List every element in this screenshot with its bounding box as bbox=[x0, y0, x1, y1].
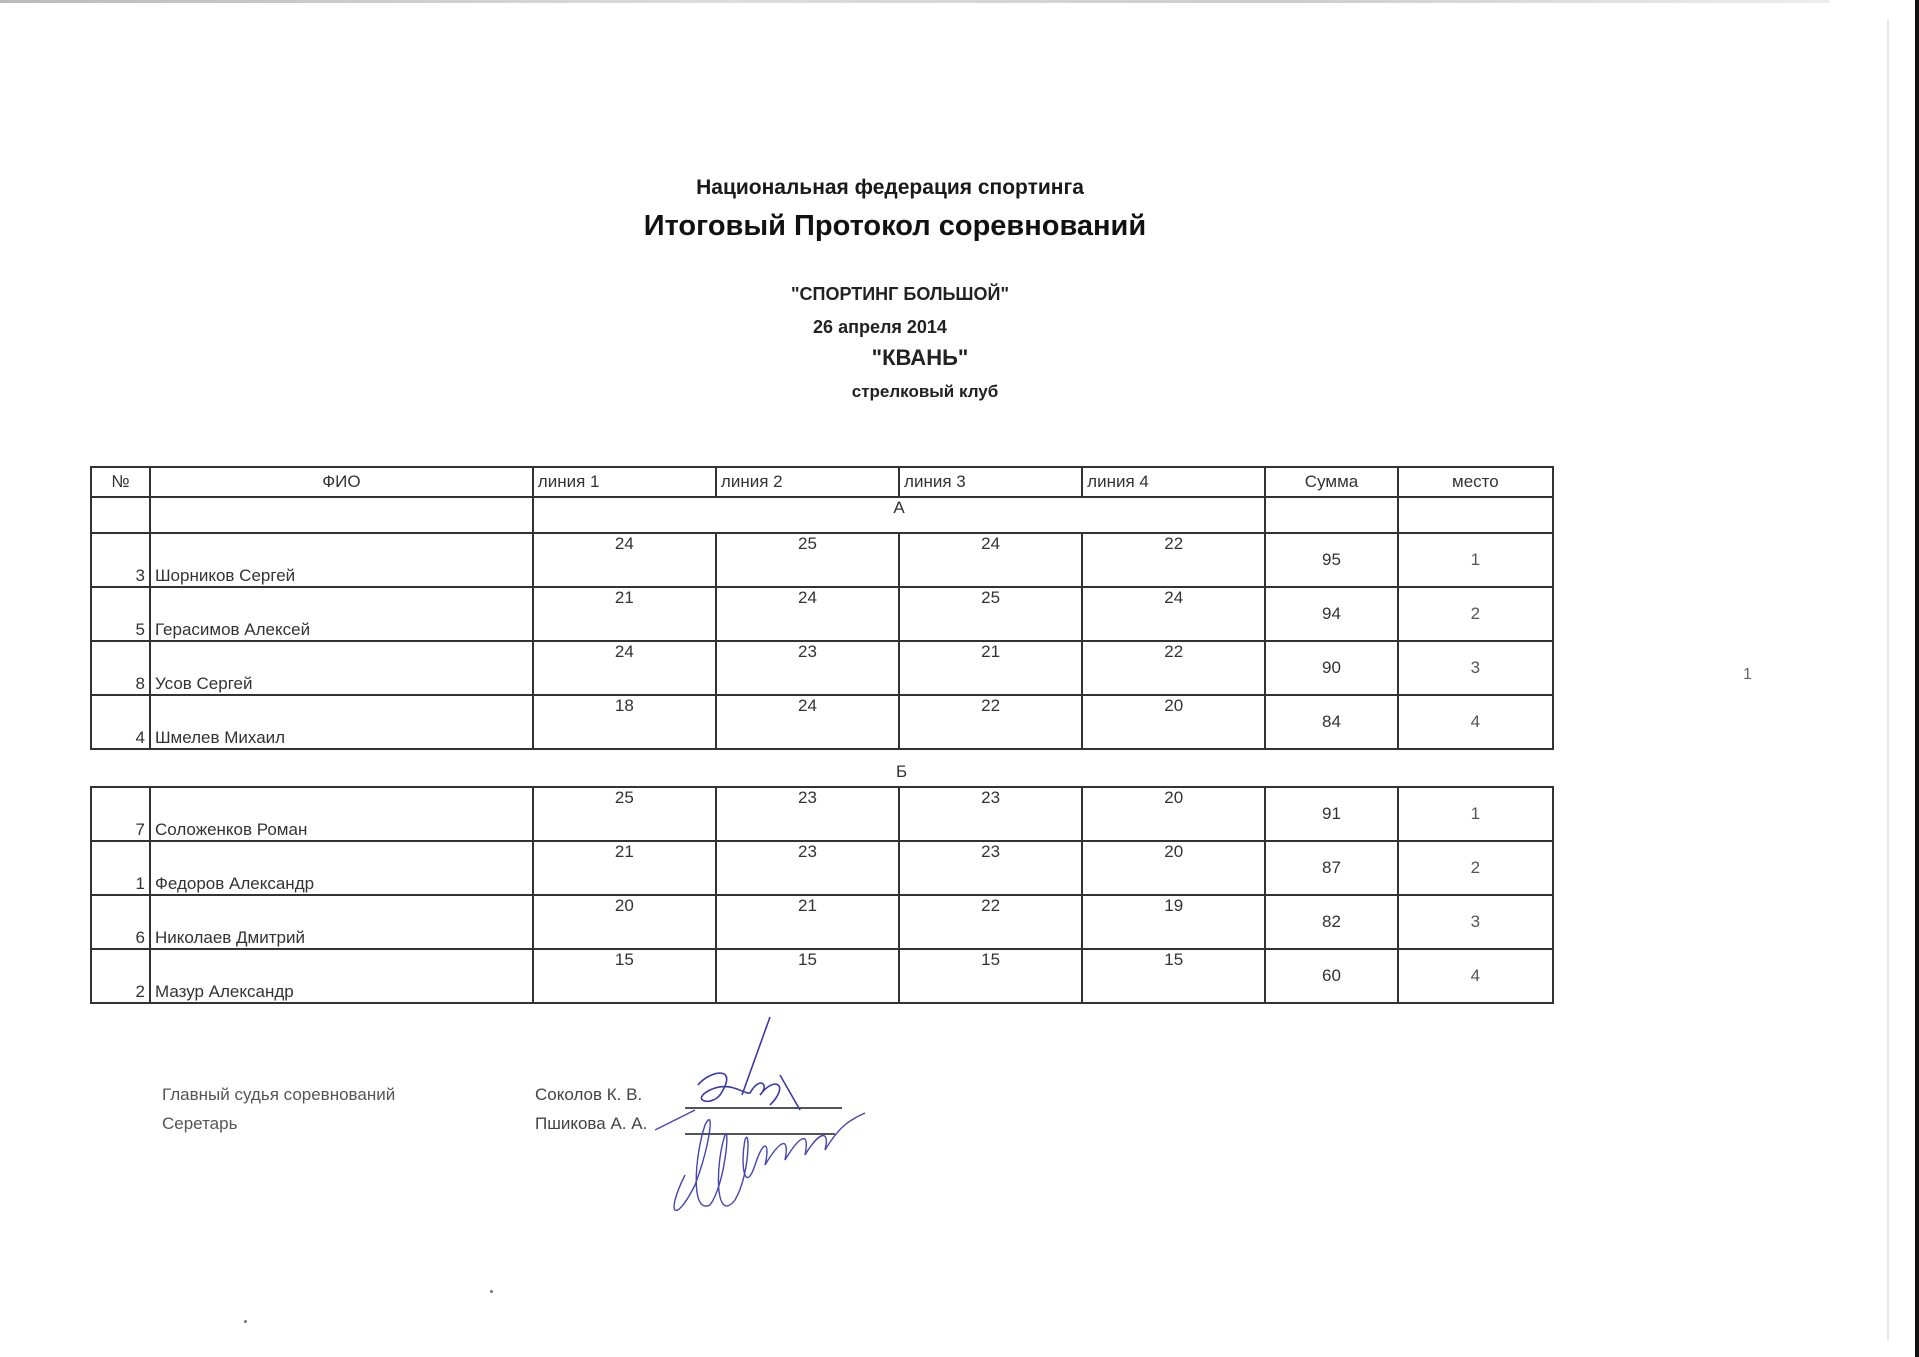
cell-line-2: 15 bbox=[716, 949, 899, 1003]
federation-name: Национальная федерация спортинга bbox=[696, 176, 1084, 199]
cell-sum: 60 bbox=[1265, 949, 1397, 1003]
cell-no: 5 bbox=[91, 587, 150, 641]
cell-name: Мазур Александр bbox=[150, 949, 533, 1003]
cell-line-3: 24 bbox=[899, 533, 1082, 587]
margin-page-number: 1 bbox=[1743, 666, 1752, 683]
cell-place: 3 bbox=[1398, 641, 1553, 695]
table-row bbox=[91, 949, 1553, 1003]
cell-line-2: 24 bbox=[716, 695, 899, 749]
results-table-group-b bbox=[90, 786, 1554, 1004]
signature-stroke-2 bbox=[655, 1110, 865, 1210]
secretary-label: Серетарь bbox=[162, 1114, 238, 1133]
cell-name: Соложенков Роман bbox=[150, 787, 533, 841]
table-row bbox=[91, 841, 1553, 895]
group-row-a bbox=[91, 497, 1553, 533]
chief-judge-label: Главный судья соревнований bbox=[162, 1085, 396, 1104]
cell-line-3: 15 bbox=[899, 949, 1082, 1003]
document-title: Итоговый Протокол соревнований bbox=[643, 210, 1147, 242]
cell-line-1: 25 bbox=[533, 787, 716, 841]
event-name: "СПОРТИНГ БОЛЬШОЙ" bbox=[791, 284, 1009, 304]
cell-line-4: 19 bbox=[1082, 895, 1265, 949]
secretary-name: Пшикова А. А. bbox=[535, 1114, 648, 1133]
cell-no: 2 bbox=[91, 949, 150, 1003]
cell-line-2: 23 bbox=[716, 787, 899, 841]
cell-no: 1 bbox=[91, 841, 150, 895]
cell-line-1: 24 bbox=[533, 641, 716, 695]
cell-no: 4 bbox=[91, 695, 150, 749]
cell-place: 4 bbox=[1398, 949, 1553, 1003]
cell-line-1: 24 bbox=[533, 533, 716, 587]
cell-sum: 82 bbox=[1265, 895, 1397, 949]
table-row bbox=[91, 787, 1553, 841]
cell-line-1: 21 bbox=[533, 841, 716, 895]
cell-line-4: 24 bbox=[1082, 587, 1265, 641]
table-row bbox=[91, 641, 1553, 695]
cell-name: Шорников Сергей bbox=[150, 533, 533, 587]
header-line-2: линия 2 bbox=[716, 467, 899, 497]
cell-no: 3 bbox=[91, 533, 150, 587]
cell-no: 6 bbox=[91, 895, 150, 949]
group-empty-no bbox=[91, 497, 150, 533]
cell-name: Шмелев Михаил bbox=[150, 695, 533, 749]
results-table-group-a bbox=[90, 466, 1554, 750]
scan-edge-top bbox=[0, 0, 1830, 3]
venue-name: "КВАНЬ" bbox=[871, 345, 969, 370]
cell-line-2: 25 bbox=[716, 533, 899, 587]
group-empty-sum bbox=[1265, 497, 1397, 533]
cell-line-2: 24 bbox=[716, 587, 899, 641]
cell-sum: 94 bbox=[1265, 587, 1397, 641]
cell-sum: 87 bbox=[1265, 841, 1397, 895]
cell-line-1: 21 bbox=[533, 587, 716, 641]
cell-line-1: 20 bbox=[533, 895, 716, 949]
event-date: 26 апреля 2014 bbox=[813, 317, 947, 337]
cell-no: 8 bbox=[91, 641, 150, 695]
chief-judge-name: Соколов К. В. bbox=[535, 1085, 643, 1104]
scan-edge-faint bbox=[1887, 20, 1889, 1340]
table-header-row bbox=[91, 467, 1553, 497]
cell-sum: 90 bbox=[1265, 641, 1397, 695]
cell-line-4: 15 bbox=[1082, 949, 1265, 1003]
cell-line-3: 22 bbox=[899, 895, 1082, 949]
cell-line-4: 20 bbox=[1082, 841, 1265, 895]
cell-name: Герасимов Алексей bbox=[150, 587, 533, 641]
cell-name: Усов Сергей bbox=[150, 641, 533, 695]
cell-place: 2 bbox=[1398, 587, 1553, 641]
cell-line-4: 20 bbox=[1082, 787, 1265, 841]
group-label-b: Б bbox=[896, 762, 908, 781]
cell-sum: 91 bbox=[1265, 787, 1397, 841]
cell-line-3: 21 bbox=[899, 641, 1082, 695]
cell-line-3: 23 bbox=[899, 787, 1082, 841]
cell-line-2: 23 bbox=[716, 841, 899, 895]
table-row bbox=[91, 533, 1553, 587]
cell-line-1: 18 bbox=[533, 695, 716, 749]
cell-no: 7 bbox=[91, 787, 150, 841]
header-place: место bbox=[1398, 467, 1553, 497]
table-row bbox=[91, 695, 1553, 749]
group-empty-place bbox=[1398, 497, 1553, 533]
cell-place: 1 bbox=[1398, 533, 1553, 587]
cell-line-1: 15 bbox=[533, 949, 716, 1003]
cell-line-2: 21 bbox=[716, 895, 899, 949]
table-row bbox=[91, 587, 1553, 641]
group-empty-name bbox=[150, 497, 533, 533]
scan-edge-right bbox=[1915, 0, 1919, 1357]
cell-line-4: 22 bbox=[1082, 641, 1265, 695]
header-line-1: линия 1 bbox=[533, 467, 716, 497]
table-row bbox=[91, 895, 1553, 949]
cell-name: Николаев Дмитрий bbox=[150, 895, 533, 949]
cell-place: 1 bbox=[1398, 787, 1553, 841]
cell-place: 2 bbox=[1398, 841, 1553, 895]
cell-line-3: 22 bbox=[899, 695, 1082, 749]
cell-sum: 84 bbox=[1265, 695, 1397, 749]
cell-line-4: 20 bbox=[1082, 695, 1265, 749]
header-sum: Сумма bbox=[1265, 467, 1397, 497]
cell-name: Федоров Александр bbox=[150, 841, 533, 895]
cell-line-3: 23 bbox=[899, 841, 1082, 895]
group-label-a: А bbox=[533, 497, 1266, 533]
header-line-3: линия 3 bbox=[899, 467, 1082, 497]
venue-type: стрелковый клуб bbox=[851, 382, 999, 401]
cell-line-2: 23 bbox=[716, 641, 899, 695]
cell-place: 4 bbox=[1398, 695, 1553, 749]
cell-place: 3 bbox=[1398, 895, 1553, 949]
header-name: ФИО bbox=[150, 467, 533, 497]
cell-line-4: 22 bbox=[1082, 533, 1265, 587]
scan-speck bbox=[244, 1320, 247, 1323]
cell-line-3: 25 bbox=[899, 587, 1082, 641]
cell-sum: 95 bbox=[1265, 533, 1397, 587]
header-no: № bbox=[91, 467, 150, 497]
signature-secretary bbox=[655, 1085, 915, 1235]
scan-speck bbox=[490, 1290, 493, 1293]
header-line-4: линия 4 bbox=[1082, 467, 1265, 497]
